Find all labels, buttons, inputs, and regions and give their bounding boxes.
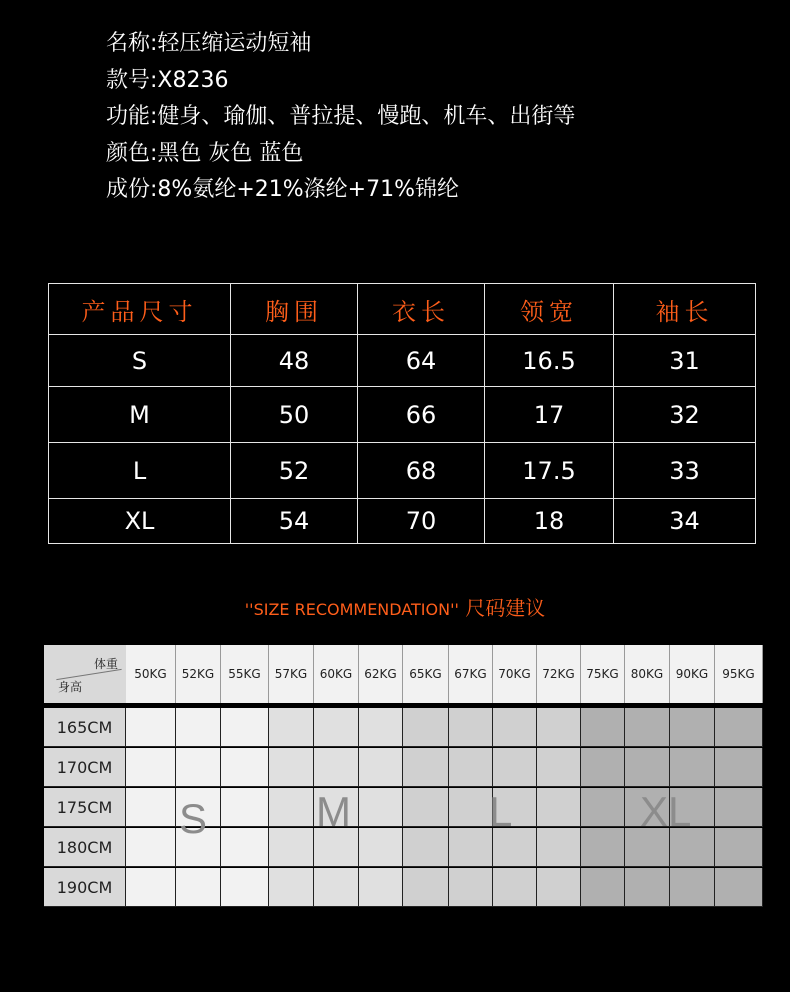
cell-length: 64 <box>358 335 485 387</box>
info-function: 功能:健身、瑜伽、普拉提、慢跑、机车、出街等 <box>106 104 576 129</box>
grid-cell <box>670 868 715 907</box>
cell-size: M <box>49 387 231 443</box>
table-row <box>49 499 756 544</box>
cell-chest: 54 <box>231 499 358 544</box>
grid-cell <box>625 748 670 787</box>
recommendation-zh: 尺码建议 <box>465 596 546 620</box>
height-row-label: 175CM <box>44 788 126 827</box>
table-row <box>49 387 756 443</box>
cell-size: XL <box>49 499 231 544</box>
cell-sleeve: 33 <box>614 443 756 499</box>
grid-cell <box>581 868 625 907</box>
cell-collar: 18 <box>485 499 614 544</box>
grid-cell <box>403 868 449 907</box>
grid-cell <box>126 708 176 747</box>
grid-cell <box>715 788 763 827</box>
grid-cell <box>625 868 670 907</box>
grid-cell <box>581 708 625 747</box>
grid-cell <box>126 868 176 907</box>
weight-header-cell: 95KG <box>715 645 763 703</box>
grid-cell <box>449 708 493 747</box>
grid-cell <box>126 788 176 827</box>
size-zone-label: L <box>489 788 513 835</box>
cell-size: L <box>49 443 231 499</box>
cell-length: 68 <box>358 443 485 499</box>
grid-cell <box>359 708 403 747</box>
cell-sleeve: 34 <box>614 499 756 544</box>
grid-cell <box>581 828 625 867</box>
grid-cell <box>670 748 715 787</box>
recommendation-en: ''SIZE RECOMMENDATION'' <box>244 600 459 619</box>
header-collar: 领宽 <box>485 284 614 335</box>
grid-cell <box>126 748 176 787</box>
cell-collar: 17.5 <box>485 443 614 499</box>
grid-cell <box>403 788 449 827</box>
cell-collar: 16.5 <box>485 335 614 387</box>
size-recommendation-title <box>0 592 790 621</box>
cell-sleeve: 31 <box>614 335 756 387</box>
corner-height-label: 身高 <box>58 680 83 694</box>
corner-weight-label: 体重 <box>93 657 118 671</box>
grid-cell <box>314 708 359 747</box>
grid-cell <box>359 748 403 787</box>
grid-cell <box>269 828 314 867</box>
product-info <box>106 26 575 209</box>
weight-header-cell: 67KG <box>449 645 493 703</box>
weight-header-cell: 75KG <box>581 645 625 703</box>
table-row <box>49 335 756 387</box>
grid-cell <box>625 708 670 747</box>
weight-header-cell: 60KG <box>314 645 359 703</box>
grid-cell <box>221 788 269 827</box>
info-material: 成份:8%氨纶+21%涤纶+71%锦纶 <box>106 177 459 202</box>
height-row-label: 165CM <box>44 708 126 747</box>
grid-corner <box>44 645 126 703</box>
grid-cell <box>221 868 269 907</box>
header-sleeve: 袖长 <box>614 284 756 335</box>
grid-cell <box>715 868 763 907</box>
size-table-header <box>49 284 756 335</box>
cell-size: S <box>49 335 231 387</box>
grid-cell <box>449 788 493 827</box>
grid-cell <box>493 868 537 907</box>
cell-chest: 48 <box>231 335 358 387</box>
cell-length: 66 <box>358 387 485 443</box>
height-row-label: 170CM <box>44 748 126 787</box>
grid-cell <box>715 708 763 747</box>
cell-chest: 52 <box>231 443 358 499</box>
grid-cell <box>314 748 359 787</box>
grid-cell <box>537 788 581 827</box>
grid-cell <box>581 788 625 827</box>
grid-cell <box>126 828 176 867</box>
grid-cell <box>537 828 581 867</box>
grid-cell <box>221 748 269 787</box>
weight-header-cell: 65KG <box>403 645 449 703</box>
cell-sleeve: 32 <box>614 387 756 443</box>
grid-cell <box>537 748 581 787</box>
size-zone-label: S <box>179 795 208 842</box>
table-row <box>49 443 756 499</box>
grid-cell <box>670 708 715 747</box>
grid-cell <box>449 748 493 787</box>
weight-header-cell: 70KG <box>493 645 537 703</box>
weight-header-cell: 62KG <box>359 645 403 703</box>
grid-cell <box>403 828 449 867</box>
grid-cell <box>269 708 314 747</box>
grid-cell <box>493 708 537 747</box>
grid-cell <box>449 868 493 907</box>
weight-header-cell: 90KG <box>670 645 715 703</box>
size-zone-label: M <box>316 788 351 835</box>
grid-cell <box>403 748 449 787</box>
weight-header-cell: 50KG <box>126 645 176 703</box>
grid-cell <box>359 828 403 867</box>
weight-header-cell: 57KG <box>269 645 314 703</box>
weight-header-cell: 55KG <box>221 645 269 703</box>
size-table <box>48 283 756 544</box>
cell-length: 70 <box>358 499 485 544</box>
grid-cell <box>269 748 314 787</box>
grid-cell <box>493 748 537 787</box>
grid-cell <box>176 868 221 907</box>
grid-cell <box>537 868 581 907</box>
weight-header-cell: 52KG <box>176 645 221 703</box>
grid-cell <box>176 748 221 787</box>
height-row-label: 190CM <box>44 868 126 907</box>
grid-cell <box>314 868 359 907</box>
cell-chest: 50 <box>231 387 358 443</box>
grid-cell <box>269 788 314 827</box>
grid-cell <box>269 868 314 907</box>
header-size: 产品尺寸 <box>49 284 231 335</box>
header-chest: 胸围 <box>231 284 358 335</box>
size-zone-label: XL <box>640 788 692 835</box>
grid-cell <box>581 748 625 787</box>
grid-cell <box>359 788 403 827</box>
info-color: 颜色:黑色 灰色 蓝色 <box>106 140 304 166</box>
weight-header-cell: 72KG <box>537 645 581 703</box>
grid-cell <box>449 828 493 867</box>
info-name: 名称:轻压缩运动短袖 <box>106 31 312 56</box>
grid-cell <box>176 708 221 747</box>
header-length: 衣长 <box>358 284 485 335</box>
grid-cell <box>221 708 269 747</box>
info-model: 款号:X8236 <box>106 67 229 93</box>
cell-collar: 17 <box>485 387 614 443</box>
height-row-label: 180CM <box>44 828 126 867</box>
grid-cell <box>715 828 763 867</box>
grid-cell <box>403 708 449 747</box>
grid-cell <box>537 708 581 747</box>
weight-header-cell: 80KG <box>625 645 670 703</box>
grid-cell <box>359 868 403 907</box>
grid-cell <box>221 828 269 867</box>
grid-cell <box>715 748 763 787</box>
